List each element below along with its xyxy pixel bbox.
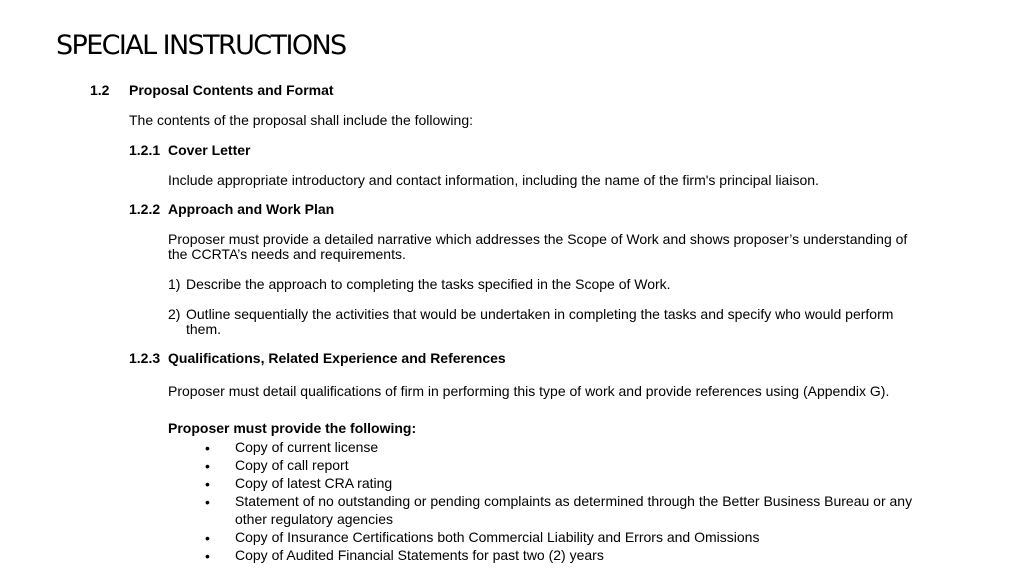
bullet-item: Copy of Insurance Certifications both Commercial Liability and Errors and Omissions [235, 529, 760, 545]
bullet-icon: • [205, 476, 210, 492]
bullet-item-continued: other regulatory agencies [235, 511, 393, 527]
subsection-number: 1.2.3 [129, 350, 161, 366]
subsection-heading: Approach and Work Plan [168, 201, 335, 217]
list-item-continued: them. [186, 321, 222, 337]
paragraph: Include appropriate introductory and contact information, including the name of the firm's principal liaison. [168, 172, 819, 188]
bullet-icon: • [205, 458, 210, 474]
paragraph-line: Proposer must provide a detailed narrative which addresses the Scope of Work and shows proposer’s understanding of [168, 231, 908, 247]
subsection-number: 1.2.2 [129, 201, 161, 217]
bullet-item: Statement of no outstanding or pending complaints as determined through the Better Business Bureau or any [235, 493, 913, 509]
subsection-heading: Cover Letter [168, 142, 251, 158]
list-marker: 1) [168, 276, 181, 292]
page-title: SPECIAL INSTRUCTIONS [56, 30, 346, 61]
section-number: 1.2 [90, 82, 110, 98]
section-heading: Proposal Contents and Format [129, 82, 334, 98]
bullet-item: Copy of latest CRA rating [235, 475, 393, 491]
list-item: Outline sequentially the activities that would be undertaken in completing the tasks and specify who would perform [186, 306, 894, 322]
section-intro: The contents of the proposal shall include the following: [129, 112, 473, 128]
bullet-icon: • [205, 548, 210, 564]
list-heading: Proposer must provide the following: [168, 420, 417, 436]
bullet-icon: • [205, 494, 210, 510]
list-marker: 2) [168, 306, 181, 322]
bullet-icon: • [205, 530, 210, 546]
list-item: Describe the approach to completing the tasks specified in the Scope of Work. [186, 276, 671, 292]
bullet-item: Copy of current license [235, 439, 379, 455]
subsection-heading: Qualifications, Related Experience and References [168, 350, 506, 366]
bullet-icon: • [205, 440, 210, 456]
subsection-number: 1.2.1 [129, 142, 161, 158]
bullet-item: Copy of Audited Financial Statements for past two (2) years [235, 547, 604, 563]
paragraph: Proposer must detail qualifications of firm in performing this type of work and provide references using (Appendix G). [168, 383, 890, 399]
bullet-item: Copy of call report [235, 457, 349, 473]
paragraph-line: the CCRTA’s needs and requirements. [168, 246, 406, 262]
